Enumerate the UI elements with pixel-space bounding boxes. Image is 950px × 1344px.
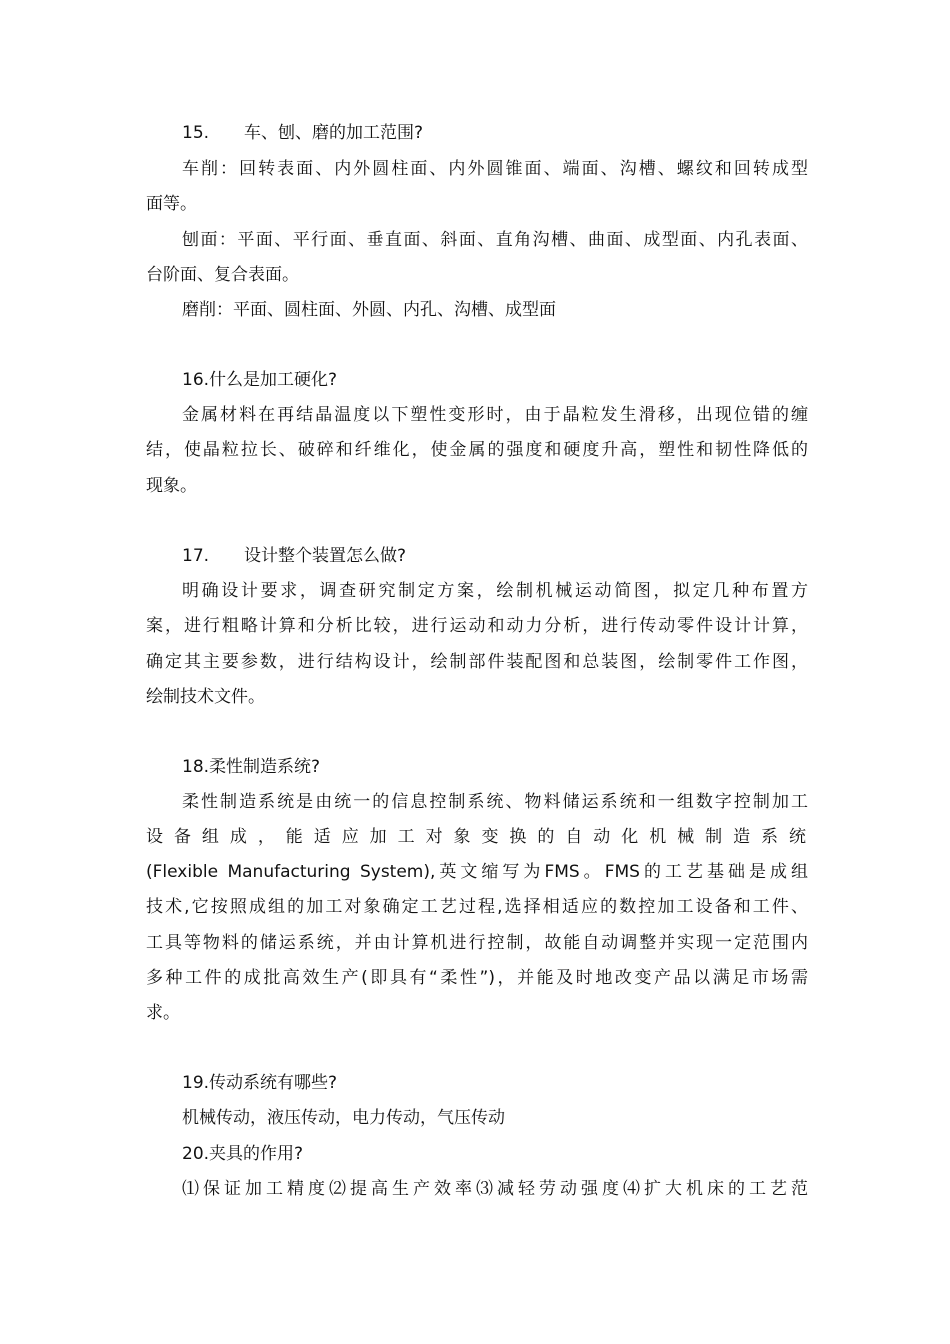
answer-19-line-1: 机械传动，液压传动，电力传动，气压传动 <box>182 1108 505 1128</box>
question-17-title: 设计整个装置怎么做? <box>244 546 407 566</box>
answer-17-line-1: 明确设计要求，调查研究制定方案，绘制机械运动简图，拟定几种布置方 <box>182 581 808 601</box>
question-16-title: 16.什么是加工硬化? <box>182 370 338 390</box>
question-17-heading <box>182 544 808 568</box>
answer-18-line-4: 技术,它按照成组的加工对象确定工艺过程,选择相适应的数控加工设备和工件、 <box>146 897 808 917</box>
answer-18-line-5: 工具等物料的储运系统，并由计算机进行控制，故能自动调整并实现一定范围内 <box>146 933 808 953</box>
question-17-number: 17. <box>182 546 210 566</box>
answer-17-line-3: 确定其主要参数，进行结构设计，绘制部件装配图和总装图，绘制零件工作图， <box>146 652 808 672</box>
question-15-title: 车、刨、磨的加工范围? <box>244 123 424 143</box>
answer-15-line-5: 磨削：平面、圆柱面、外圆、内孔、沟槽、成型面 <box>182 300 556 320</box>
answer-20-line-1: ⑴保证加工精度⑵提高生产效率⑶减轻劳动强度⑷扩大机床的工艺范 <box>182 1179 808 1199</box>
answer-15-line-3: 刨面：平面、平行面、垂直面、斜面、直角沟槽、曲面、成型面、内孔表面、 <box>182 230 808 250</box>
answer-18-line-7: 求。 <box>146 1003 180 1023</box>
answer-16-line-1: 金属材料在再结晶温度以下塑性变形时，由于晶粒发生滑移，出现位错的缠 <box>182 405 808 425</box>
answer-18-line-3: (Flexible Manufacturing System),英文缩写为FMS。FMS的工艺基础是成组 <box>146 862 808 882</box>
question-18-title: 18.柔性制造系统? <box>182 757 321 777</box>
question-19-title: 19.传动系统有哪些? <box>182 1073 338 1093</box>
answer-18-line-6: 多种工件的成批高效生产(即具有“柔性”)，并能及时地改变产品以满足市场需 <box>146 968 808 988</box>
question-20-title: 20.夹具的作用? <box>182 1144 304 1164</box>
answer-15-line-4: 台阶面、复合表面。 <box>146 265 299 285</box>
answer-17-line-4: 绘制技术文件。 <box>146 687 265 707</box>
question-15-number: 15. <box>182 123 210 143</box>
answer-15-line-2: 面等。 <box>146 194 197 214</box>
answer-15-line-1: 车削：回转表面、内外圆柱面、内外圆锥面、端面、沟槽、螺纹和回转成型 <box>182 159 808 179</box>
question-15-heading <box>182 121 808 145</box>
answer-18-line-2: 设备组成，能适应加工对象变换的自动化机械制造系统 <box>146 827 808 847</box>
answer-18-line-1: 柔性制造系统是由统一的信息控制系统、物料储运系统和一组数字控制加工 <box>182 792 808 812</box>
answer-16-line-3: 现象。 <box>146 476 197 496</box>
answer-16-line-2: 结，使晶粒拉长、破碎和纤维化，使金属的强度和硬度升高，塑性和韧性降低的 <box>146 440 808 460</box>
answer-17-line-2: 案，进行粗略计算和分析比较，进行运动和动力分析，进行传动零件设计计算， <box>146 616 808 636</box>
